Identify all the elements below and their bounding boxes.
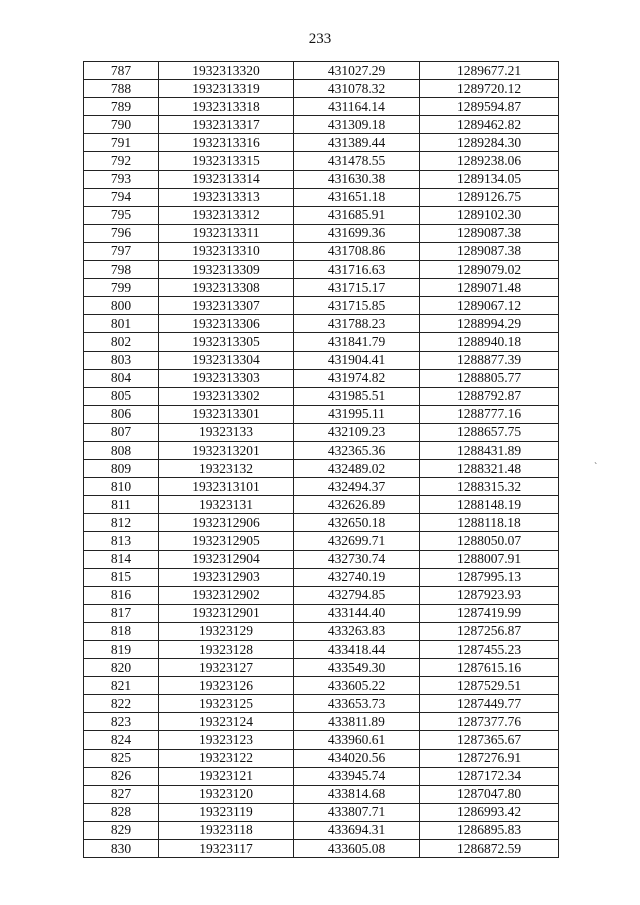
point-id-cell: 1932312904: [159, 550, 294, 568]
point-id-cell: 19323122: [159, 749, 294, 767]
y-coordinate-cell: 1289462.82: [420, 116, 559, 134]
point-id-cell: 19323121: [159, 767, 294, 785]
row-number-cell: 798: [84, 261, 159, 279]
table-row: [84, 297, 559, 315]
x-coordinate-cell: 432740.19: [294, 568, 420, 586]
row-number-cell: 788: [84, 80, 159, 98]
row-number-cell: 805: [84, 387, 159, 405]
table-row: [84, 224, 559, 242]
x-coordinate-cell: 431699.36: [294, 224, 420, 242]
table-row: [84, 677, 559, 695]
y-coordinate-cell: 1287615.16: [420, 659, 559, 677]
x-coordinate-cell: 433418.44: [294, 641, 420, 659]
y-coordinate-cell: 1288994.29: [420, 315, 559, 333]
x-coordinate-cell: 431716.63: [294, 261, 420, 279]
point-id-cell: 1932313312: [159, 206, 294, 224]
point-id-cell: 1932312906: [159, 514, 294, 532]
row-number-cell: 799: [84, 279, 159, 297]
row-number-cell: 802: [84, 333, 159, 351]
y-coordinate-cell: 1288805.77: [420, 369, 559, 387]
point-id-cell: 1932312903: [159, 568, 294, 586]
row-number-cell: 793: [84, 170, 159, 188]
table-row: [84, 170, 559, 188]
y-coordinate-cell: 1288007.91: [420, 550, 559, 568]
y-coordinate-cell: 1287995.13: [420, 568, 559, 586]
x-coordinate-cell: 432489.02: [294, 460, 420, 478]
y-coordinate-cell: 1288148.19: [420, 496, 559, 514]
row-number-cell: 822: [84, 695, 159, 713]
y-coordinate-cell: 1287419.99: [420, 604, 559, 622]
x-coordinate-cell: 433694.31: [294, 821, 420, 839]
y-coordinate-cell: 1288792.87: [420, 387, 559, 405]
row-number-cell: 804: [84, 369, 159, 387]
x-coordinate-cell: 433144.40: [294, 604, 420, 622]
point-id-cell: 19323126: [159, 677, 294, 695]
y-coordinate-cell: 1288118.18: [420, 514, 559, 532]
y-coordinate-cell: 1286872.59: [420, 840, 559, 858]
table-row: [84, 731, 559, 749]
table-row: [84, 659, 559, 677]
point-id-cell: 1932313201: [159, 441, 294, 459]
row-number-cell: 808: [84, 441, 159, 459]
point-id-cell: 1932313311: [159, 224, 294, 242]
x-coordinate-cell: 432730.74: [294, 550, 420, 568]
y-coordinate-cell: 1288940.18: [420, 333, 559, 351]
table-row: [84, 134, 559, 152]
scan-mark: ˋ: [594, 462, 598, 473]
x-coordinate-cell: 432794.85: [294, 586, 420, 604]
y-coordinate-cell: 1287455.23: [420, 641, 559, 659]
x-coordinate-cell: 431715.85: [294, 297, 420, 315]
y-coordinate-cell: 1289720.12: [420, 80, 559, 98]
point-id-cell: 1932313315: [159, 152, 294, 170]
row-number-cell: 819: [84, 641, 159, 659]
x-coordinate-cell: 431389.44: [294, 134, 420, 152]
x-coordinate-cell: 433549.30: [294, 659, 420, 677]
table-row: [84, 695, 559, 713]
y-coordinate-cell: 1289284.30: [420, 134, 559, 152]
table-row: [84, 80, 559, 98]
x-coordinate-cell: 433814.68: [294, 785, 420, 803]
x-coordinate-cell: 431841.79: [294, 333, 420, 351]
point-id-cell: 19323133: [159, 423, 294, 441]
table-row: [84, 622, 559, 640]
y-coordinate-cell: 1287276.91: [420, 749, 559, 767]
table-row: [84, 514, 559, 532]
point-id-cell: 1932313319: [159, 80, 294, 98]
x-coordinate-cell: 433263.83: [294, 622, 420, 640]
y-coordinate-cell: 1287923.93: [420, 586, 559, 604]
point-id-cell: 19323119: [159, 803, 294, 821]
point-id-cell: 19323125: [159, 695, 294, 713]
y-coordinate-cell: 1288431.89: [420, 441, 559, 459]
row-number-cell: 792: [84, 152, 159, 170]
table-row: [84, 749, 559, 767]
row-number-cell: 806: [84, 405, 159, 423]
row-number-cell: 807: [84, 423, 159, 441]
point-id-cell: 1932313306: [159, 315, 294, 333]
table-row: [84, 840, 559, 858]
row-number-cell: 796: [84, 224, 159, 242]
y-coordinate-cell: 1286993.42: [420, 803, 559, 821]
row-number-cell: 797: [84, 242, 159, 260]
row-number-cell: 801: [84, 315, 159, 333]
point-id-cell: 1932313320: [159, 62, 294, 80]
table-row: [84, 315, 559, 333]
table-row: [84, 460, 559, 478]
x-coordinate-cell: 433960.61: [294, 731, 420, 749]
table-row: [84, 261, 559, 279]
table-row: [84, 478, 559, 496]
x-coordinate-cell: 431995.11: [294, 405, 420, 423]
point-id-cell: 19323128: [159, 641, 294, 659]
table-row: [84, 785, 559, 803]
table-row: [84, 821, 559, 839]
x-coordinate-cell: 431164.14: [294, 98, 420, 116]
y-coordinate-cell: 1289102.30: [420, 206, 559, 224]
x-coordinate-cell: 431715.17: [294, 279, 420, 297]
row-number-cell: 823: [84, 713, 159, 731]
table-row: [84, 604, 559, 622]
row-number-cell: 816: [84, 586, 159, 604]
row-number-cell: 817: [84, 604, 159, 622]
table-row: [84, 206, 559, 224]
row-number-cell: 824: [84, 731, 159, 749]
row-number-cell: 809: [84, 460, 159, 478]
row-number-cell: 815: [84, 568, 159, 586]
y-coordinate-cell: 1289677.21: [420, 62, 559, 80]
point-id-cell: 19323120: [159, 785, 294, 803]
y-coordinate-cell: 1289594.87: [420, 98, 559, 116]
row-number-cell: 795: [84, 206, 159, 224]
table-row: [84, 803, 559, 821]
point-id-cell: 1932312905: [159, 532, 294, 550]
y-coordinate-cell: 1287172.34: [420, 767, 559, 785]
point-id-cell: 1932313301: [159, 405, 294, 423]
point-id-cell: 19323129: [159, 622, 294, 640]
coordinates-table: [83, 61, 559, 858]
y-coordinate-cell: 1287449.77: [420, 695, 559, 713]
y-coordinate-cell: 1289071.48: [420, 279, 559, 297]
point-id-cell: 1932312902: [159, 586, 294, 604]
point-id-cell: 1932313303: [159, 369, 294, 387]
row-number-cell: 829: [84, 821, 159, 839]
x-coordinate-cell: 433807.71: [294, 803, 420, 821]
row-number-cell: 787: [84, 62, 159, 80]
row-number-cell: 794: [84, 188, 159, 206]
table-row: [84, 188, 559, 206]
row-number-cell: 820: [84, 659, 159, 677]
y-coordinate-cell: 1288777.16: [420, 405, 559, 423]
x-coordinate-cell: 431630.38: [294, 170, 420, 188]
y-coordinate-cell: 1289087.38: [420, 224, 559, 242]
point-id-cell: 1932313313: [159, 188, 294, 206]
y-coordinate-cell: 1287365.67: [420, 731, 559, 749]
x-coordinate-cell: 431027.29: [294, 62, 420, 80]
x-coordinate-cell: 431651.18: [294, 188, 420, 206]
point-id-cell: 1932313305: [159, 333, 294, 351]
page-number: 233: [308, 31, 332, 47]
y-coordinate-cell: 1289126.75: [420, 188, 559, 206]
x-coordinate-cell: 431478.55: [294, 152, 420, 170]
y-coordinate-cell: 1288050.07: [420, 532, 559, 550]
table-row: [84, 116, 559, 134]
point-id-cell: 19323124: [159, 713, 294, 731]
row-number-cell: 812: [84, 514, 159, 532]
x-coordinate-cell: 431985.51: [294, 387, 420, 405]
point-id-cell: 1932313101: [159, 478, 294, 496]
table-row: [84, 152, 559, 170]
y-coordinate-cell: 1289238.06: [420, 152, 559, 170]
x-coordinate-cell: 433811.89: [294, 713, 420, 731]
row-number-cell: 800: [84, 297, 159, 315]
table-row: [84, 713, 559, 731]
x-coordinate-cell: 432365.36: [294, 441, 420, 459]
table-row: [84, 62, 559, 80]
row-number-cell: 810: [84, 478, 159, 496]
x-coordinate-cell: 434020.56: [294, 749, 420, 767]
y-coordinate-cell: 1286895.83: [420, 821, 559, 839]
row-number-cell: 791: [84, 134, 159, 152]
point-id-cell: 1932313314: [159, 170, 294, 188]
table-row: [84, 532, 559, 550]
row-number-cell: 814: [84, 550, 159, 568]
table-row: [84, 369, 559, 387]
x-coordinate-cell: 431974.82: [294, 369, 420, 387]
x-coordinate-cell: 432699.71: [294, 532, 420, 550]
table-row: [84, 405, 559, 423]
row-number-cell: 790: [84, 116, 159, 134]
point-id-cell: 19323127: [159, 659, 294, 677]
y-coordinate-cell: 1288321.48: [420, 460, 559, 478]
x-coordinate-cell: 431685.91: [294, 206, 420, 224]
point-id-cell: 1932313318: [159, 98, 294, 116]
point-id-cell: 19323132: [159, 460, 294, 478]
y-coordinate-cell: 1289067.12: [420, 297, 559, 315]
row-number-cell: 827: [84, 785, 159, 803]
x-coordinate-cell: 432626.89: [294, 496, 420, 514]
x-coordinate-cell: 431788.23: [294, 315, 420, 333]
point-id-cell: 19323118: [159, 821, 294, 839]
y-coordinate-cell: 1288877.39: [420, 351, 559, 369]
point-id-cell: 19323131: [159, 496, 294, 514]
table-row: [84, 550, 559, 568]
row-number-cell: 813: [84, 532, 159, 550]
point-id-cell: 19323117: [159, 840, 294, 858]
point-id-cell: 1932313307: [159, 297, 294, 315]
table-row: [84, 351, 559, 369]
row-number-cell: 830: [84, 840, 159, 858]
row-number-cell: 789: [84, 98, 159, 116]
y-coordinate-cell: 1289134.05: [420, 170, 559, 188]
point-id-cell: 19323123: [159, 731, 294, 749]
coordinates-table-body: [84, 62, 559, 858]
table-row: [84, 333, 559, 351]
y-coordinate-cell: 1288315.32: [420, 478, 559, 496]
y-coordinate-cell: 1289087.38: [420, 242, 559, 260]
y-coordinate-cell: 1287377.76: [420, 713, 559, 731]
x-coordinate-cell: 433945.74: [294, 767, 420, 785]
table-row: [84, 496, 559, 514]
table-row: [84, 98, 559, 116]
table-row: [84, 767, 559, 785]
table-row: [84, 586, 559, 604]
point-id-cell: 1932313317: [159, 116, 294, 134]
row-number-cell: 825: [84, 749, 159, 767]
y-coordinate-cell: 1287256.87: [420, 622, 559, 640]
x-coordinate-cell: 433605.22: [294, 677, 420, 695]
table-row: [84, 387, 559, 405]
point-id-cell: 1932313309: [159, 261, 294, 279]
x-coordinate-cell: 433605.08: [294, 840, 420, 858]
point-id-cell: 1932313302: [159, 387, 294, 405]
x-coordinate-cell: 432109.23: [294, 423, 420, 441]
y-coordinate-cell: 1288657.75: [420, 423, 559, 441]
row-number-cell: 818: [84, 622, 159, 640]
point-id-cell: 1932312901: [159, 604, 294, 622]
x-coordinate-cell: 433653.73: [294, 695, 420, 713]
row-number-cell: 828: [84, 803, 159, 821]
table-row: [84, 423, 559, 441]
table-row: [84, 641, 559, 659]
x-coordinate-cell: 431904.41: [294, 351, 420, 369]
y-coordinate-cell: 1287529.51: [420, 677, 559, 695]
point-id-cell: 1932313310: [159, 242, 294, 260]
y-coordinate-cell: 1287047.80: [420, 785, 559, 803]
point-id-cell: 1932313316: [159, 134, 294, 152]
y-coordinate-cell: 1289079.02: [420, 261, 559, 279]
x-coordinate-cell: 432494.37: [294, 478, 420, 496]
table-row: [84, 279, 559, 297]
row-number-cell: 821: [84, 677, 159, 695]
x-coordinate-cell: 431708.86: [294, 242, 420, 260]
point-id-cell: 1932313304: [159, 351, 294, 369]
row-number-cell: 811: [84, 496, 159, 514]
x-coordinate-cell: 432650.18: [294, 514, 420, 532]
table-row: [84, 568, 559, 586]
row-number-cell: 803: [84, 351, 159, 369]
row-number-cell: 826: [84, 767, 159, 785]
x-coordinate-cell: 431309.18: [294, 116, 420, 134]
x-coordinate-cell: 431078.32: [294, 80, 420, 98]
table-row: [84, 441, 559, 459]
table-row: [84, 242, 559, 260]
point-id-cell: 1932313308: [159, 279, 294, 297]
